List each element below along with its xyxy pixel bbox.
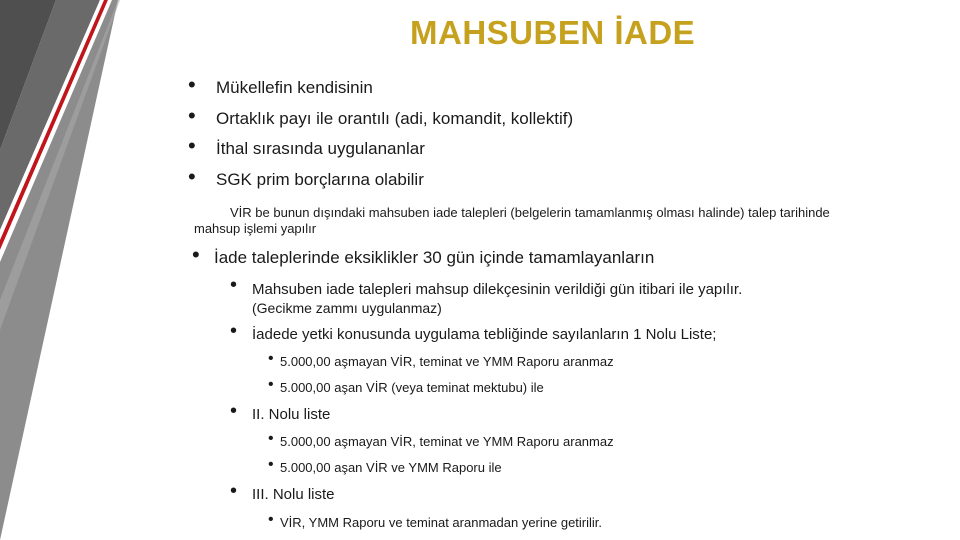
bullet-dot: • — [230, 320, 238, 342]
sub-sub-bullet — [268, 350, 614, 369]
bullet-dot: • — [188, 133, 196, 158]
bullet-dot: • — [268, 456, 274, 473]
bullet-text: SGK prim borçlarına olabilir — [216, 170, 424, 189]
slide-title: MAHSUBEN İADE — [410, 14, 696, 51]
bullet-dot: • — [188, 164, 196, 189]
sub-bullet-text: III. Nolu liste — [252, 486, 335, 503]
bullet-dot: • — [230, 274, 238, 296]
sub-bullet-line: Mahsuben iade talepleri mahsup dilekçesinin verildiği gün itibari ile yapılır. — [252, 281, 743, 298]
bullet-item — [188, 164, 424, 190]
sub-sub-bullet — [268, 376, 544, 395]
sub-bullet — [230, 320, 717, 343]
bullet-text: Mükellefin kendisinin — [216, 78, 373, 97]
bullet-dot: • — [268, 376, 274, 393]
sub-sub-bullet — [268, 430, 614, 449]
main-bullet — [192, 242, 655, 268]
sub-bullet — [230, 400, 331, 423]
bullet-item — [188, 133, 425, 159]
sub-sub-bullet-text: 5.000,00 aşan VİR ve YMM Raporu ile — [280, 460, 502, 475]
sub-bullet-text: İadede yetki konusunda uygulama tebliğinde sayılanların 1 Nolu Liste; — [252, 326, 717, 343]
bullet-dot: • — [192, 242, 200, 267]
sub-sub-bullet-text: 5.000,00 aşmayan VİR, teminat ve YMM Raporu aranmaz — [280, 354, 614, 369]
sub-bullet-line: (Gecikme zammı uygulanmaz) — [252, 300, 442, 316]
sub-sub-bullet — [268, 511, 603, 530]
note-paragraph — [194, 205, 934, 237]
sub-sub-bullet-text: VİR, YMM Raporu ve teminat aranmadan yerine getirilir. — [280, 515, 603, 530]
bullet-item — [188, 72, 373, 98]
decorative-side-band — [0, 0, 200, 540]
bullet-text: Ortaklık payı ile orantılı (adi, komandit, kollektif) — [216, 109, 574, 128]
sub-sub-bullet-text: 5.000,00 aşan VİR (veya teminat mektubu) ile — [280, 380, 544, 395]
sub-sub-bullet-text: 5.000,00 aşmayan VİR, teminat ve YMM Raporu aranmaz — [280, 434, 614, 449]
note-line: VİR be bunun dışındaki mahsuben iade talepleri (belgelerin tamamlanmış olması halinde) talep tarihinde — [230, 205, 830, 220]
bullet-dot: • — [268, 430, 274, 447]
bullet-dot: • — [268, 350, 274, 367]
bullet-dot: • — [230, 400, 238, 422]
bullet-dot: • — [230, 480, 238, 502]
sub-bullet — [230, 274, 743, 318]
bullet-text: İthal sırasında uygulananlar — [216, 139, 425, 158]
sub-sub-bullet — [268, 456, 502, 475]
bullet-item — [188, 103, 574, 129]
note-line: mahsup işlemi yapılır — [194, 221, 317, 236]
sub-bullet-text: II. Nolu liste — [252, 406, 331, 423]
bullet-text: İade taleplerinde eksiklikler 30 gün içinde tamamlayanların — [214, 248, 655, 267]
bullet-dot: • — [188, 72, 196, 97]
bullet-dot: • — [188, 103, 196, 128]
bullet-dot: • — [268, 511, 274, 528]
sub-bullet — [230, 480, 335, 503]
